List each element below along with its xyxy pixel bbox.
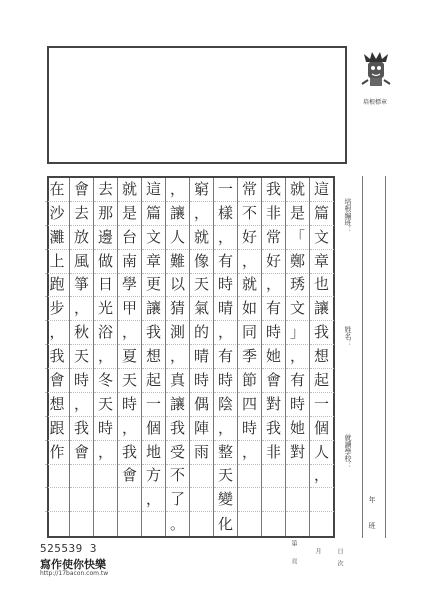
grid-cell: 篇 <box>310 202 334 226</box>
grid-cell: 常 <box>262 226 286 250</box>
grid-cell: 甲 <box>118 297 142 321</box>
grid-cell: 非 <box>262 441 286 465</box>
grid-cell: 有 <box>262 297 286 321</box>
name-label: 姓名： <box>344 326 352 347</box>
grid-cell: 我 <box>310 321 334 345</box>
grid-cell: 我 <box>166 417 190 441</box>
grid-cell <box>94 465 118 489</box>
grid-cell <box>190 488 214 512</box>
grid-cell: 雨 <box>190 441 214 465</box>
grid-cell: 夏 <box>118 345 142 369</box>
grid-cell: 會 <box>262 369 286 393</box>
grid-column <box>237 178 261 536</box>
grid-cell: 讓 <box>142 297 166 321</box>
grid-cell: 不 <box>166 465 190 489</box>
grid-cell: 天 <box>94 393 118 417</box>
grid-column <box>45 178 69 536</box>
grid-cell: 有 <box>286 369 310 393</box>
grid-cell: ， <box>70 297 94 321</box>
grid-cell: 四 <box>238 393 262 417</box>
mascot-icon <box>352 46 400 94</box>
grid-cell: 晴 <box>214 297 238 321</box>
grid-cell <box>286 488 310 512</box>
grid-cell: 個 <box>142 417 166 441</box>
grid-cell: 人 <box>310 441 334 465</box>
grid-cell: 鄭 <box>286 250 310 274</box>
grid-column <box>117 178 141 536</box>
grid-cell <box>118 488 142 512</box>
grid-cell: 同 <box>238 321 262 345</box>
grid-column <box>213 178 237 536</box>
grid-cell <box>190 512 214 536</box>
grid-cell: 邊 <box>94 226 118 250</box>
grid-cell: ， <box>166 345 190 369</box>
grid-cell <box>142 512 166 536</box>
grid-cell <box>94 488 118 512</box>
grid-column <box>261 178 285 536</box>
grid-cell: 的 <box>190 321 214 345</box>
grid-cell: 箏 <box>70 274 94 298</box>
grid-cell: 難 <box>166 250 190 274</box>
grid-cell <box>238 488 262 512</box>
grid-cell: 去 <box>94 178 118 202</box>
times-label: 次 <box>336 560 343 566</box>
grid-cell: 南 <box>118 250 142 274</box>
grid-cell: 變 <box>214 488 238 512</box>
grid-cell <box>262 512 286 536</box>
grid-cell: 節 <box>238 369 262 393</box>
grid-cell <box>45 488 69 512</box>
grid-cell: 受 <box>166 441 190 465</box>
grid-cell: 整 <box>214 441 238 465</box>
grid-cell: 有 <box>214 250 238 274</box>
grid-cell: 「 <box>286 226 310 250</box>
grid-cell: 我 <box>262 178 286 202</box>
grid-cell: 樣 <box>214 202 238 226</box>
grid-cell: ， <box>214 417 238 441</box>
grid-cell: 琇 <box>286 274 310 298</box>
grid-cell: 時 <box>286 393 310 417</box>
grid-cell: 風 <box>70 250 94 274</box>
grid-cell <box>70 488 94 512</box>
grid-cell: 會 <box>70 441 94 465</box>
grid-cell: 時 <box>214 274 238 298</box>
grid-cell: 讓 <box>166 202 190 226</box>
class-unit-label: 班 <box>368 522 376 529</box>
grid-cell: 一 <box>214 178 238 202</box>
grid-cell: 讓 <box>166 393 190 417</box>
grid-cell: 窮 <box>190 178 214 202</box>
grid-cell: 如 <box>238 297 262 321</box>
grid-cell: 是 <box>118 202 142 226</box>
grid-cell: ， <box>214 226 238 250</box>
school-label: 就讀學校： <box>344 434 352 469</box>
grid-cell: 我 <box>118 441 142 465</box>
grid-cell: 跑 <box>45 274 69 298</box>
grid-cell: 冬 <box>94 369 118 393</box>
grid-cell: 起 <box>142 369 166 393</box>
grid-cell: 方 <box>142 465 166 489</box>
grid-cell: 文 <box>310 226 334 250</box>
grid-cell: 讓 <box>310 297 334 321</box>
grid-cell: 就 <box>118 178 142 202</box>
grid-cell: 人 <box>166 226 190 250</box>
grid-cell: 會 <box>45 369 69 393</box>
grid-cell: 對 <box>286 441 310 465</box>
grid-cell: ， <box>45 321 69 345</box>
grid-cell: 跟 <box>45 417 69 441</box>
grid-cell: 篇 <box>142 202 166 226</box>
student-info-column <box>340 176 410 538</box>
sheet-number: 525539 3 <box>40 542 97 555</box>
grid-cell: 我 <box>45 345 69 369</box>
grid-cell <box>238 512 262 536</box>
grid-cell: 我 <box>70 417 94 441</box>
grid-cell <box>286 512 310 536</box>
grid-cell: 會 <box>70 178 94 202</box>
grid-column <box>93 178 117 536</box>
slogan: 寫作使你快樂 <box>40 558 106 571</box>
grid-cell: ， <box>142 488 166 512</box>
info-divider <box>362 176 363 538</box>
grid-cell: ， <box>238 441 262 465</box>
grid-cell: ， <box>310 465 334 489</box>
info-divider <box>385 176 386 538</box>
stamp-area <box>352 46 400 94</box>
grid-cell: 氣 <box>190 297 214 321</box>
page-unit: 頁 <box>290 558 297 564</box>
grid-cell: 天 <box>190 274 214 298</box>
grid-cell: 想 <box>45 393 69 417</box>
grid-cell: 以 <box>166 274 190 298</box>
grid-cell: 做 <box>94 250 118 274</box>
grid-cell <box>45 465 69 489</box>
writing-grid <box>47 176 335 538</box>
grid-cell: 學 <box>118 274 142 298</box>
grid-cell: 時 <box>214 369 238 393</box>
page-markers <box>283 540 347 570</box>
grid-cell: 放 <box>70 226 94 250</box>
grid-cell: 去 <box>70 202 94 226</box>
grid-cell: ， <box>166 178 190 202</box>
grid-column <box>165 178 189 536</box>
grid-cell: 上 <box>45 250 69 274</box>
grid-cell <box>70 512 94 536</box>
grid-cell <box>286 465 310 489</box>
grid-cell <box>94 512 118 536</box>
grid-cell: 一 <box>142 393 166 417</box>
grid-cell: 想 <box>310 345 334 369</box>
grid-cell: 就 <box>238 274 262 298</box>
grid-cell: 步 <box>45 297 69 321</box>
day-label: 日 <box>336 548 343 554</box>
grid-cell: 想 <box>142 345 166 369</box>
grid-cell: 作 <box>45 441 69 465</box>
grid-cell: 章 <box>310 250 334 274</box>
grid-cell: 時 <box>238 417 262 441</box>
grid-cell: 天 <box>214 465 238 489</box>
grid-cell: ， <box>190 202 214 226</box>
grid-cell: 那 <box>94 202 118 226</box>
grid-cell: 文 <box>286 297 310 321</box>
grid-cell: 非 <box>262 202 286 226</box>
grid-cell: 陰 <box>214 393 238 417</box>
grid-cell: 地 <box>142 441 166 465</box>
teacher-comment-box <box>47 46 347 164</box>
grid-cell: 了 <box>166 488 190 512</box>
grid-cell: 時 <box>70 369 94 393</box>
grid-cell: ， <box>118 417 142 441</box>
grid-cell: 是 <box>286 202 310 226</box>
grid-cell: 章 <box>142 250 166 274</box>
grid-cell <box>310 512 334 536</box>
grid-cell: 文 <box>142 226 166 250</box>
grid-cell <box>310 488 334 512</box>
grid-cell: ， <box>238 250 262 274</box>
grade-label: 年 <box>368 496 376 503</box>
grid-cell: 我 <box>262 417 286 441</box>
grid-cell: 」 <box>286 321 310 345</box>
grid-cell: 真 <box>166 369 190 393</box>
grid-cell: 時 <box>118 393 142 417</box>
grid-cell: 猜 <box>166 297 190 321</box>
grid-cell: 像 <box>190 250 214 274</box>
grid-cell: 晴 <box>190 345 214 369</box>
grid-cell: 時 <box>94 417 118 441</box>
grid-cell: 就 <box>286 178 310 202</box>
grid-cell: 天 <box>118 369 142 393</box>
grid-cell: 對 <box>262 393 286 417</box>
class-label: 培根編班： <box>344 198 352 233</box>
grid-cell: 灘 <box>45 226 69 250</box>
grid-cell: 秋 <box>70 321 94 345</box>
grid-column <box>141 178 165 536</box>
grid-cell: 這 <box>310 178 334 202</box>
grid-cell <box>238 465 262 489</box>
grid-cell: 好 <box>262 250 286 274</box>
grid-cell: 有 <box>214 345 238 369</box>
month-label: 月 <box>314 548 321 554</box>
site-url: http://17bacon.com.tw <box>40 570 109 577</box>
grid-cell: ， <box>70 393 94 417</box>
grid-cell: 天 <box>70 345 94 369</box>
grid-cell: 好 <box>238 226 262 250</box>
grid-cell: ， <box>94 441 118 465</box>
grid-cell: 台 <box>118 226 142 250</box>
grid-cell: 這 <box>142 178 166 202</box>
grid-column <box>189 178 213 536</box>
grid-cell: 她 <box>286 417 310 441</box>
grid-cell: 會 <box>118 465 142 489</box>
grid-cell <box>190 465 214 489</box>
grid-cell: 時 <box>262 321 286 345</box>
grid-cell: 日 <box>94 274 118 298</box>
grid-cell: 她 <box>262 345 286 369</box>
grid-cell: 沙 <box>45 202 69 226</box>
grid-cell: 就 <box>190 226 214 250</box>
grid-cell: 更 <box>142 274 166 298</box>
grid-cell: ， <box>286 345 310 369</box>
grid-cell: 起 <box>310 369 334 393</box>
grid-cell: 陣 <box>190 417 214 441</box>
grid-cell: 一 <box>310 393 334 417</box>
grid-cell: 。 <box>169 514 185 533</box>
grid-cell: ， <box>262 274 286 298</box>
grid-cell: 我 <box>142 321 166 345</box>
grid-cell: ， <box>118 321 142 345</box>
stamp-label: 培根標章 <box>362 99 387 106</box>
grid-cell <box>45 512 69 536</box>
grid-column <box>69 178 93 536</box>
grid-cell <box>70 465 94 489</box>
grid-cell: 光 <box>94 297 118 321</box>
grid-cell: 化 <box>217 514 233 533</box>
grid-cell <box>262 465 286 489</box>
grid-cell: 測 <box>166 321 190 345</box>
page-label: 第 <box>290 540 297 546</box>
grid-cell: 也 <box>310 274 334 298</box>
grid-column <box>309 178 333 536</box>
grid-cell: ， <box>94 345 118 369</box>
grid-cell <box>262 488 286 512</box>
grid-cell: 時 <box>190 369 214 393</box>
grid-cell: 季 <box>238 345 262 369</box>
grid-cell: 不 <box>238 202 262 226</box>
grid-cell: 常 <box>238 178 262 202</box>
grid-cell: 個 <box>310 417 334 441</box>
grid-cell: ， <box>214 321 238 345</box>
grid-cell <box>118 512 142 536</box>
grid-column <box>285 178 309 536</box>
grid-cell: 偶 <box>190 393 214 417</box>
grid-cell: 浴 <box>94 321 118 345</box>
grid-cell: 在 <box>45 178 69 202</box>
